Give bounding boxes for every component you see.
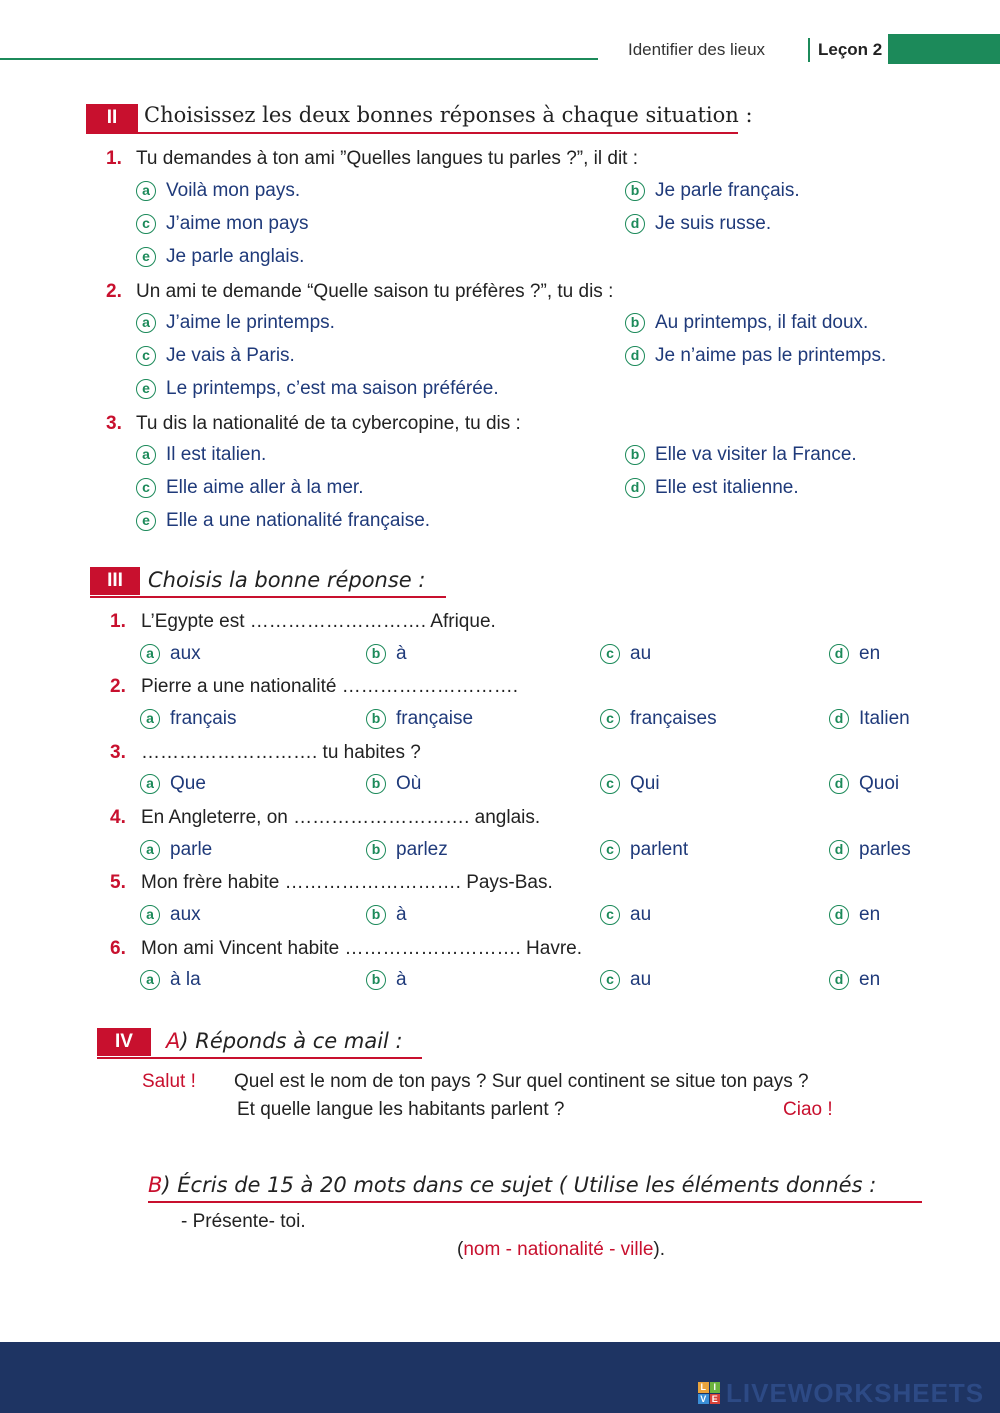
s3-q5-text: Mon frère habite ………………………. Pays-Bas. — [141, 872, 553, 893]
option-circle-icon: d — [829, 644, 849, 664]
s2-q1-option-c[interactable]: c J’aime mon pays — [136, 213, 309, 235]
s2-q2-option-d[interactable]: d Je n’aime pas le printemps. — [625, 345, 886, 367]
s3-q1-option-a[interactable]: a aux — [140, 643, 201, 665]
s2-q3-option-b[interactable]: b Elle va visiter la France. — [625, 444, 857, 466]
s2-q2-option-a[interactable]: a J’aime le printemps. — [136, 312, 335, 334]
section-2-title: Choisissez les deux bonnes réponses à chaque situation : — [144, 103, 753, 127]
s3-q5-option-b[interactable]: b à — [366, 904, 407, 926]
s3-q3-text: ………………………. tu habites ? — [141, 742, 421, 763]
s3-q2-option-d[interactable]: d Italien — [829, 708, 910, 730]
option-circle-icon: d — [829, 970, 849, 990]
s2-q2-option-e[interactable]: e Le printemps, c’est ma saison préférée. — [136, 378, 499, 400]
s2-q1-option-a[interactable]: a Voilà mon pays. — [136, 180, 300, 202]
section-3-badge: III — [90, 567, 140, 595]
option-circle-icon: b — [366, 709, 386, 729]
s3-q4-option-d[interactable]: d parles — [829, 839, 911, 861]
option-circle-icon: b — [366, 644, 386, 664]
s3-q4-option-a[interactable]: a parle — [140, 839, 212, 861]
s3-q6-option-a[interactable]: a à la — [140, 969, 201, 991]
s2-q2-option-c[interactable]: c Je vais à Paris. — [136, 345, 295, 367]
mail-closing: Ciao ! — [783, 1099, 833, 1120]
option-circle-icon: a — [140, 709, 160, 729]
s2-q2-text: Un ami te demande “Quelle saison tu préfères ?”, tu dis : — [136, 281, 614, 302]
option-circle-icon: e — [136, 247, 156, 267]
option-circle-icon: e — [136, 511, 156, 531]
option-circle-icon: a — [136, 313, 156, 333]
section-4a-underline — [97, 1057, 422, 1059]
s3-q6-option-c[interactable]: c au — [600, 969, 651, 991]
option-circle-icon: a — [140, 905, 160, 925]
s3-q3-number: 3. — [110, 742, 126, 763]
writing-item: - Présente- toi. — [181, 1211, 306, 1232]
option-circle-icon: d — [625, 346, 645, 366]
s2-q3-option-d[interactable]: d Elle est italienne. — [625, 477, 799, 499]
option-circle-icon: a — [140, 644, 160, 664]
s3-q1-option-b[interactable]: b à — [366, 643, 407, 665]
option-circle-icon: c — [600, 774, 620, 794]
liveworksheets-logo-icon: L I V E — [698, 1382, 720, 1404]
s3-q3-option-a[interactable]: a Que — [140, 773, 206, 795]
option-circle-icon: c — [600, 840, 620, 860]
s2-q2-number: 2. — [106, 281, 122, 302]
s3-q3-option-c[interactable]: c Qui — [600, 773, 660, 795]
s3-q6-number: 6. — [110, 938, 126, 959]
option-circle-icon: b — [625, 181, 645, 201]
option-circle-icon: b — [625, 313, 645, 333]
s2-q1-option-b[interactable]: b Je parle français. — [625, 180, 800, 202]
s3-q2-option-b[interactable]: b française — [366, 708, 473, 730]
s3-q6-option-d[interactable]: d en — [829, 969, 880, 991]
mail-line-2: Et quelle langue les habitants parlent ? — [237, 1099, 565, 1120]
section-3-underline — [90, 596, 446, 598]
s3-q1-text: L’Egypte est ………………………. Afrique. — [141, 611, 496, 632]
section-4-badge: IV — [97, 1028, 151, 1056]
s2-q3-option-e[interactable]: e Elle a une nationalité française. — [136, 510, 430, 532]
s3-q1-option-c[interactable]: c au — [600, 643, 651, 665]
s2-q2-option-b[interactable]: b Au printemps, il fait doux. — [625, 312, 868, 334]
option-circle-icon: c — [600, 644, 620, 664]
s3-q1-option-d[interactable]: d en — [829, 643, 880, 665]
option-circle-icon: b — [366, 774, 386, 794]
option-circle-icon: b — [366, 840, 386, 860]
option-circle-icon: c — [136, 478, 156, 498]
header-rule — [0, 58, 598, 60]
option-circle-icon: a — [140, 774, 160, 794]
mail-greeting: Salut ! — [142, 1071, 196, 1092]
option-circle-icon: a — [136, 181, 156, 201]
option-circle-icon: c — [136, 346, 156, 366]
writing-hint: (nom - nationalité - ville). — [457, 1239, 666, 1260]
s2-q3-option-c[interactable]: c Elle aime aller à la mer. — [136, 477, 363, 499]
s3-q5-option-a[interactable]: a aux — [140, 904, 201, 926]
s3-q4-option-c[interactable]: c parlent — [600, 839, 688, 861]
s2-q1-option-d[interactable]: d Je suis russe. — [625, 213, 771, 235]
header-green-bar — [888, 34, 1000, 64]
s2-q1-number: 1. — [106, 148, 122, 169]
option-circle-icon: c — [600, 905, 620, 925]
option-circle-icon: b — [366, 905, 386, 925]
option-circle-icon: d — [829, 774, 849, 794]
s3-q5-option-d[interactable]: d en — [829, 904, 880, 926]
option-circle-icon: d — [625, 478, 645, 498]
option-circle-icon: c — [600, 970, 620, 990]
s3-q6-text: Mon ami Vincent habite ………………………. Havre. — [141, 938, 583, 959]
section-2-badge: II — [86, 104, 138, 132]
section-4b-title: B) Écris de 15 à 20 mots dans ce sujet ( Utilise les éléments donnés : — [148, 1173, 877, 1197]
option-circle-icon: d — [625, 214, 645, 234]
option-circle-icon: d — [829, 840, 849, 860]
section-4a-title: A) Réponds à ce mail : — [166, 1029, 403, 1053]
s3-q2-option-c[interactable]: c françaises — [600, 708, 717, 730]
option-circle-icon: e — [136, 379, 156, 399]
section-3-title: Choisis la bonne réponse : — [148, 568, 426, 592]
liveworksheets-watermark: LIVEWORKSHEETS — [726, 1378, 985, 1408]
s3-q2-option-a[interactable]: a français — [140, 708, 237, 730]
s3-q2-number: 2. — [110, 676, 126, 697]
header-separator — [808, 38, 810, 62]
option-circle-icon: b — [625, 445, 645, 465]
s3-q6-option-b[interactable]: b à — [366, 969, 407, 991]
s3-q3-option-b[interactable]: b Où — [366, 773, 421, 795]
s2-q1-option-e[interactable]: e Je parle anglais. — [136, 246, 304, 268]
section-4b-underline — [148, 1201, 922, 1203]
option-circle-icon: b — [366, 970, 386, 990]
option-circle-icon: a — [140, 840, 160, 860]
mail-line-1: Quel est le nom de ton pays ? Sur quel continent se situe ton pays ? — [234, 1071, 809, 1092]
s3-q4-number: 4. — [110, 807, 126, 828]
header-lesson: Leçon 2 — [818, 40, 883, 59]
section-2-underline — [86, 132, 738, 134]
option-circle-icon: c — [136, 214, 156, 234]
option-circle-icon: d — [829, 905, 849, 925]
s3-q1-number: 1. — [110, 611, 126, 632]
s3-q5-number: 5. — [110, 872, 126, 893]
header-topic: Identifier des lieux — [628, 40, 766, 59]
s3-q2-text: Pierre a une nationalité ………………………. — [141, 676, 518, 697]
s2-q1-text: Tu demandes à ton ami ”Quelles langues tu parles ?”, il dit : — [136, 148, 638, 169]
s2-q3-number: 3. — [106, 413, 122, 434]
option-circle-icon: c — [600, 709, 620, 729]
s3-q4-text: En Angleterre, on ………………………. anglais. — [141, 807, 541, 828]
option-circle-icon: a — [140, 970, 160, 990]
s3-q4-option-b[interactable]: b parlez — [366, 839, 448, 861]
option-circle-icon: a — [136, 445, 156, 465]
s2-q3-option-a[interactable]: a Il est italien. — [136, 444, 266, 466]
option-circle-icon: d — [829, 709, 849, 729]
s3-q3-option-d[interactable]: d Quoi — [829, 773, 899, 795]
s3-q5-option-c[interactable]: c au — [600, 904, 651, 926]
s2-q3-text: Tu dis la nationalité de ta cybercopine, tu dis : — [136, 413, 521, 434]
